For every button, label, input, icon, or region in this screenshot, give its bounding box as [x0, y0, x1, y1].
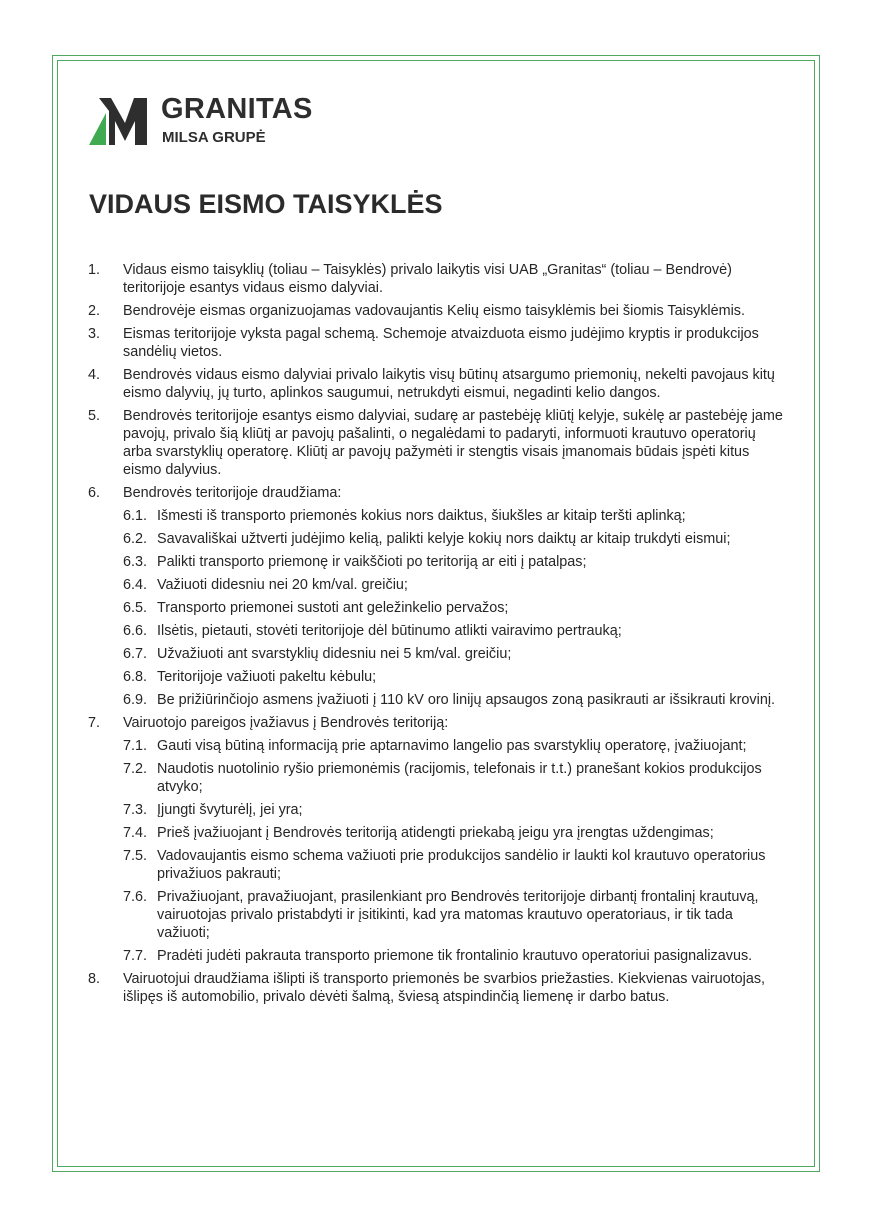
- sub-rule-item: [123, 622, 788, 640]
- rule-text: Vairuotojo pareigos įvažiavus į Bendrovės teritoriją:: [123, 715, 449, 731]
- sub-rule-number: 7.3.: [123, 802, 148, 818]
- logo-m-shape: [99, 98, 147, 145]
- sub-rule-number: 6.3.: [123, 554, 148, 570]
- sub-rule-number: 6.1.: [123, 508, 148, 524]
- rule-text: Bendrovės teritorijoje esantys eismo dalyviai, sudarę ar pastebėję kliūtį kelyje, sukėlę ar pastebėję jame pavojų, privalo šią kliūtį ar pavojų pašalinti, o negalėdami to padaryti, informuoti krautuvo operatorių arba svarstyklių operatorę. Kliūtį ar pavojų pažymėti ir stengtis visais įmanomais būdais įspėti kitus eismo dalyvius.: [123, 408, 783, 478]
- sub-rule-text: Užvažiuoti ant svarstyklių didesniu nei 5 km/val. greičiu;: [157, 646, 512, 662]
- page-title: VIDAUS EISMO TAISYKLĖS: [89, 189, 443, 219]
- sub-rule-text: Vadovaujantis eismo schema važiuoti prie produkcijos sandėlio ir laukti kol krautuvo operatorius privažiuos pakrauti;: [157, 848, 766, 882]
- rule-item: [88, 302, 788, 320]
- sub-rule-text: Naudotis nuotolinio ryšio priemonėmis (racijomis, telefonais ir t.t.) pranešant kokios produkcijos atvyko;: [157, 761, 762, 795]
- rule-number: 3.: [88, 326, 101, 342]
- sub-rule-text: Prieš įvažiuojant į Bendrovės teritoriją atidengti priekabą jeigu yra įrengtas uždengimas;: [157, 825, 714, 841]
- rule-number: 8.: [88, 971, 101, 987]
- sub-rule-item: [123, 737, 788, 755]
- sub-rule-item: [123, 668, 788, 686]
- rule-number: 2.: [88, 303, 101, 319]
- sub-rule-number: 6.2.: [123, 531, 148, 547]
- sub-rule-text: Išmesti iš transporto priemonės kokius nors daiktus, šiukšles ar kitaip teršti aplinką;: [157, 508, 686, 524]
- rule-item: [88, 970, 788, 1006]
- sub-rule-number: 6.7.: [123, 646, 148, 662]
- rules-list: [88, 261, 788, 1011]
- rule-item: [88, 407, 788, 479]
- sub-rule-text: Privažiuojant, pravažiuojant, prasilenkiant pro Bendrovės teritorijoje dirbantį frontalinį krautuvą, vairuotojas privalo pristabdyti ir įsitikinti, kad yra matomas krautuvo operatoriaus, ir tik tada važiuoti;: [157, 889, 759, 941]
- sub-rule-text: Teritorijoje važiuoti pakeltu kėbulu;: [157, 669, 377, 685]
- sub-rule-item: [123, 576, 788, 594]
- sub-rule-item: [123, 760, 788, 796]
- sub-rule-number: 7.4.: [123, 825, 148, 841]
- sub-rule-item: [123, 824, 788, 842]
- sub-rule-number: 7.7.: [123, 948, 148, 964]
- rule-number: 5.: [88, 408, 101, 424]
- rule-item: [88, 714, 788, 965]
- sub-rule-text: Be prižiūrinčiojo asmens įvažiuoti į 110 kV oro linijų apsaugos zoną pasikrauti ar išsikrauti krovinį.: [157, 692, 776, 708]
- sub-rules-list: [123, 507, 788, 709]
- sub-rule-item: [123, 847, 788, 883]
- sub-rule-number: 6.9.: [123, 692, 148, 708]
- sub-rule-number: 7.6.: [123, 889, 148, 905]
- rule-text: Bendrovės vidaus eismo dalyviai privalo laikytis visų būtinų atsargumo priemonių, nekelti pavojaus kitų eismo dalyvių, jų turto, aplinkos saugumui, netrukdyti eismui, negadinti kelio dangos.: [123, 367, 775, 401]
- granitas-m-logo-icon: [89, 97, 149, 147]
- rule-number: 4.: [88, 367, 101, 383]
- sub-rule-text: Ilsėtis, pietauti, stovėti teritorijoje dėl būtinumo atlikti vairavimo pertrauką;: [157, 623, 622, 639]
- sub-rule-number: 6.4.: [123, 577, 148, 593]
- rule-number: 6.: [88, 485, 101, 501]
- sub-rule-number: 7.2.: [123, 761, 148, 777]
- brand-name: GRANITAS: [161, 93, 313, 125]
- sub-rule-item: [123, 530, 788, 548]
- logo-green-triangle: [89, 113, 106, 145]
- rule-item: [88, 325, 788, 361]
- rule-text: Vairuotojui draudžiama išlipti iš transporto priemonės be svarbios priežasties. Kiekvienas vairuotojas, išlipęs iš automobilio, privalo dėvėti šalmą, šviesą atspindinčią liemenę ir darbo batus.: [123, 971, 766, 1005]
- rule-item: [88, 484, 788, 709]
- rule-text: Bendrovėje eismas organizuojamas vadovaujantis Kelių eismo taisyklėmis bei šiomis Taisyklėmis.: [123, 303, 745, 319]
- sub-rule-text: Įjungti švyturėlį, jei yra;: [157, 802, 303, 818]
- sub-rule-item: [123, 691, 788, 709]
- rule-text: Vidaus eismo taisyklių (toliau – Taisyklės) privalo laikytis visi UAB „Granitas“ (toliau – Bendrovė) teritorijoje esantys vidaus eismo dalyviai.: [123, 262, 732, 296]
- sub-rule-number: 6.5.: [123, 600, 148, 616]
- sub-rules-list: [123, 737, 788, 965]
- sub-rule-item: [123, 947, 788, 965]
- sub-rule-item: [123, 801, 788, 819]
- sub-rule-text: Pradėti judėti pakrauta transporto priemone tik frontalinio krautuvo operatoriui pasignalizavus.: [157, 948, 753, 964]
- company-logo: [89, 93, 329, 152]
- brand-subtitle: MILSA GRUPĖ: [162, 129, 266, 146]
- sub-rule-text: Palikti transporto priemonę ir vaikščioti po teritoriją ar eiti į patalpas;: [157, 554, 587, 570]
- sub-rule-text: Važiuoti didesniu nei 20 km/val. greičiu;: [157, 577, 408, 593]
- sub-rule-text: Transporto priemonei sustoti ant geležinkelio pervažos;: [157, 600, 509, 616]
- rule-text: Eismas teritorijoje vyksta pagal schemą. Schemoje atvaizduota eismo judėjimo kryptis ir produkcijos sandėlių vietos.: [123, 326, 759, 360]
- sub-rule-item: [123, 645, 788, 663]
- sub-rule-item: [123, 888, 788, 942]
- sub-rule-number: 7.1.: [123, 738, 148, 754]
- sub-rule-text: Gauti visą būtiną informaciją prie aptarnavimo langelio pas svarstyklių operatorę, įvažiuojant;: [157, 738, 747, 754]
- sub-rule-number: 6.6.: [123, 623, 148, 639]
- sub-rule-item: [123, 507, 788, 525]
- rule-item: [88, 366, 788, 402]
- sub-rule-item: [123, 553, 788, 571]
- rule-item: [88, 261, 788, 297]
- sub-rule-item: [123, 599, 788, 617]
- rule-text: Bendrovės teritorijoje draudžiama:: [123, 485, 342, 501]
- rule-number: 7.: [88, 715, 101, 731]
- sub-rule-number: 7.5.: [123, 848, 148, 864]
- sub-rule-text: Savavališkai užtverti judėjimo kelią, palikti kelyje kokių nors daiktų ar kitaip trukdyti eismui;: [157, 531, 731, 547]
- rule-number: 1.: [88, 262, 101, 278]
- sub-rule-number: 6.8.: [123, 669, 148, 685]
